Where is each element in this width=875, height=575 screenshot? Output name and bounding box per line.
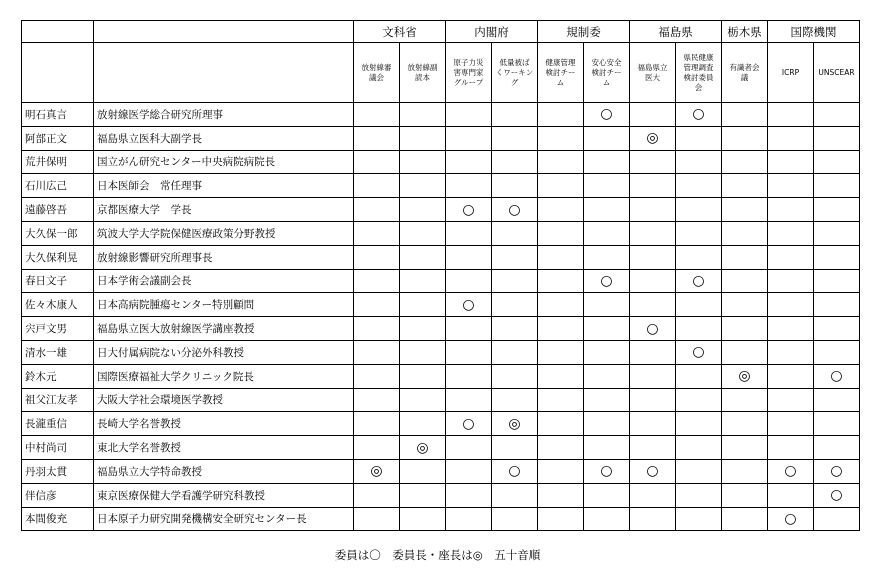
membership-mark [722,245,768,269]
membership-mark [676,507,722,531]
member-name: 本間俊充 [22,507,94,531]
membership-mark [630,245,676,269]
membership-mark [814,103,860,127]
group-header: 栃木県 [722,21,768,43]
membership-mark [768,412,814,436]
table-row [22,436,860,460]
column-header: 低量被ば くワーキン グ [492,43,538,103]
membership-mark: ◎ [492,412,538,436]
membership-mark [768,388,814,412]
membership-mark [814,174,860,198]
membership-mark: ◎ [400,436,446,460]
membership-mark [814,507,860,531]
membership-mark [354,412,400,436]
table-row [22,412,860,436]
member-name: 伴信彦 [22,483,94,507]
membership-mark [446,340,492,364]
membership-mark [538,103,584,127]
membership-mark [492,388,538,412]
membership-mark [768,293,814,317]
member-title: 国立がん研究センター中央病院病院長 [94,150,354,174]
membership-mark [584,388,630,412]
membership-mark [446,126,492,150]
membership-mark [814,198,860,222]
membership-mark [538,388,584,412]
membership-mark [446,507,492,531]
membership-mark [676,198,722,222]
membership-mark [492,126,538,150]
membership-mark [676,412,722,436]
membership-mark [492,103,538,127]
membership-mark [354,436,400,460]
group-header: 国際機関 [768,21,860,43]
membership-mark [676,483,722,507]
membership-mark [768,126,814,150]
membership-mark [400,459,446,483]
membership-mark [676,436,722,460]
membership-mark [446,459,492,483]
membership-mark: ○ [676,269,722,293]
member-title: 日本高病院腫瘍センター特別顧問 [94,293,354,317]
legend-caption: 委員は〇 委員長・座長は◎ 五十音順 [334,548,541,562]
membership-mark [814,221,860,245]
membership-mark [814,388,860,412]
membership-mark: ◎ [354,459,400,483]
membership-mark [354,126,400,150]
blank-header-cell [22,43,94,103]
table-row [22,507,860,531]
membership-mark [676,245,722,269]
membership-mark [354,174,400,198]
membership-mark [538,317,584,341]
membership-mark [676,293,722,317]
membership-mark [584,483,630,507]
membership-mark [630,221,676,245]
membership-mark: ○ [446,412,492,436]
table-row [22,245,860,269]
membership-mark [584,245,630,269]
membership-mark [676,126,722,150]
membership-mark [354,293,400,317]
member-name: 佐々木康人 [22,293,94,317]
member-name: 中村尚司 [22,436,94,460]
membership-mark [630,340,676,364]
membership-mark [584,436,630,460]
membership-mark [400,507,446,531]
member-title: 国際医療福祉大学クリニック院長 [94,364,354,388]
table-row [22,103,860,127]
membership-mark: ○ [630,317,676,341]
membership-mark [400,198,446,222]
member-name: 遠藤啓吾 [22,198,94,222]
membership-mark: ○ [814,364,860,388]
membership-mark [768,198,814,222]
membership-mark [354,340,400,364]
column-header: 福島県立 医大 [630,43,676,103]
membership-mark [814,436,860,460]
member-title: 福島県立医科大副学長 [94,126,354,150]
member-name: 長瀧重信 [22,412,94,436]
membership-mark [492,150,538,174]
membership-mark [768,269,814,293]
membership-mark: ○ [814,483,860,507]
table-row [22,150,860,174]
column-header: 放射線審 議会 [354,43,400,103]
membership-mark [676,388,722,412]
table-row [22,340,860,364]
committee-membership-table [21,20,860,531]
membership-mark [722,150,768,174]
membership-mark [492,436,538,460]
membership-mark [492,174,538,198]
membership-mark [814,412,860,436]
member-name: 大久保利晃 [22,245,94,269]
membership-mark [354,198,400,222]
membership-mark [400,483,446,507]
membership-mark [722,388,768,412]
membership-mark [630,436,676,460]
member-title: 京都医療大学 学長 [94,198,354,222]
blank-header-cell [94,43,354,103]
group-header: 規制委 [538,21,630,43]
membership-mark [584,126,630,150]
membership-mark [400,388,446,412]
membership-mark [354,364,400,388]
membership-mark [630,150,676,174]
membership-mark [584,340,630,364]
membership-mark [722,103,768,127]
table-row [22,269,860,293]
membership-mark [768,103,814,127]
membership-mark: ○ [584,269,630,293]
column-header: 放射線副 読本 [400,43,446,103]
membership-mark [814,269,860,293]
membership-mark [630,507,676,531]
member-title: 日大付属病院ない分泌外科教授 [94,340,354,364]
membership-mark [446,221,492,245]
membership-mark [814,293,860,317]
membership-mark [446,245,492,269]
membership-mark [446,483,492,507]
membership-mark [814,150,860,174]
membership-mark [722,269,768,293]
membership-mark [354,150,400,174]
column-header: 安心安全 検討チー ム [584,43,630,103]
membership-mark [768,174,814,198]
membership-mark [630,174,676,198]
member-title: 福島県立大学特命教授 [94,459,354,483]
membership-mark [722,198,768,222]
membership-mark [400,221,446,245]
membership-mark [538,245,584,269]
member-title: 東京医療保健大学看護学研究科教授 [94,483,354,507]
membership-mark [400,364,446,388]
membership-mark [630,364,676,388]
membership-mark [354,388,400,412]
membership-mark [630,412,676,436]
membership-mark [354,269,400,293]
membership-mark: ○ [630,459,676,483]
membership-mark [400,412,446,436]
membership-mark [446,174,492,198]
membership-mark [492,364,538,388]
membership-mark [354,245,400,269]
membership-mark [538,459,584,483]
membership-mark [354,507,400,531]
membership-mark [492,269,538,293]
membership-mark [538,507,584,531]
membership-mark [768,340,814,364]
membership-mark [400,269,446,293]
membership-mark [400,340,446,364]
member-name: 祖父江友孝 [22,388,94,412]
membership-mark [446,103,492,127]
membership-mark [630,103,676,127]
membership-mark [584,221,630,245]
membership-mark [722,340,768,364]
corner-cell-title [94,21,354,43]
membership-mark [722,507,768,531]
membership-mark: ○ [814,459,860,483]
membership-mark: ○ [446,293,492,317]
membership-mark [722,436,768,460]
membership-mark [722,483,768,507]
membership-mark [722,412,768,436]
table-row [22,293,860,317]
membership-mark [722,126,768,150]
group-header: 文科省 [354,21,446,43]
column-header: 有識者会 議 [722,43,768,103]
membership-mark [630,388,676,412]
member-title: 筑波大学大学院保健医療政策分野教授 [94,221,354,245]
membership-mark [768,150,814,174]
member-title: 福島県立医大放射線医学講座教授 [94,317,354,341]
table-row [22,483,860,507]
membership-mark [354,483,400,507]
membership-mark [400,103,446,127]
membership-mark: ○ [768,459,814,483]
membership-mark [584,174,630,198]
membership-mark [538,126,584,150]
membership-mark [446,317,492,341]
membership-mark [538,436,584,460]
membership-mark [538,364,584,388]
membership-mark [492,507,538,531]
member-title: 放射線影響研究所理事長 [94,245,354,269]
membership-mark: ○ [768,507,814,531]
membership-mark [722,174,768,198]
member-name: 春日文子 [22,269,94,293]
membership-mark [400,245,446,269]
membership-mark [538,174,584,198]
membership-mark: ◎ [722,364,768,388]
membership-mark [630,483,676,507]
membership-mark [538,293,584,317]
membership-mark [584,412,630,436]
membership-mark [584,364,630,388]
column-header: 原子力災 害専門家 グループ [446,43,492,103]
table-row [22,126,860,150]
membership-mark [814,340,860,364]
membership-mark [722,293,768,317]
member-title: 東北大学名誉教授 [94,436,354,460]
membership-mark [446,150,492,174]
membership-mark [584,317,630,341]
membership-mark [538,150,584,174]
membership-mark [446,436,492,460]
membership-mark [538,221,584,245]
membership-mark: ○ [492,459,538,483]
group-header-row [22,21,860,43]
membership-mark: ○ [676,340,722,364]
membership-mark [768,436,814,460]
member-name: 阿部正文 [22,126,94,150]
membership-mark [630,293,676,317]
membership-mark [768,221,814,245]
membership-mark [676,317,722,341]
member-name: 石川広己 [22,174,94,198]
membership-mark [630,269,676,293]
membership-mark [492,293,538,317]
group-header: 福島県 [630,21,722,43]
member-name: 丹羽太貫 [22,459,94,483]
membership-mark: ◎ [630,126,676,150]
membership-mark [768,483,814,507]
membership-mark [400,174,446,198]
corner-cell-name [22,21,94,43]
membership-mark [538,269,584,293]
table-row [22,364,860,388]
membership-mark: ○ [492,198,538,222]
membership-mark [538,483,584,507]
membership-mark [722,317,768,341]
member-name: 明石真言 [22,103,94,127]
membership-mark [400,150,446,174]
member-title: 日本原子力研究開発機構安全研究センター長 [94,507,354,531]
membership-mark: ○ [446,198,492,222]
membership-mark: ○ [584,103,630,127]
member-name: 荒井保明 [22,150,94,174]
membership-mark [446,388,492,412]
membership-mark [814,317,860,341]
member-title: 大阪大学社会環境医学教授 [94,388,354,412]
membership-mark [814,126,860,150]
membership-mark [400,293,446,317]
column-header: 健康管理 検討チー ム [538,43,584,103]
membership-mark [400,126,446,150]
membership-mark [630,198,676,222]
membership-mark [446,364,492,388]
membership-mark [354,317,400,341]
membership-mark [584,198,630,222]
table-row [22,388,860,412]
membership-mark [492,221,538,245]
member-title: 放射線医学総合研究所理事 [94,103,354,127]
table-row [22,198,860,222]
column-header: 県民健康 管理調査 検討委員 会 [676,43,722,103]
membership-mark [584,507,630,531]
membership-mark [584,293,630,317]
membership-mark [722,459,768,483]
membership-mark [768,245,814,269]
membership-mark [354,221,400,245]
column-header: UNSCEAR [814,43,860,103]
table-row [22,174,860,198]
membership-mark [768,317,814,341]
membership-mark [676,174,722,198]
membership-mark [400,317,446,341]
membership-mark [492,245,538,269]
membership-mark [676,459,722,483]
membership-mark [538,412,584,436]
membership-mark [492,483,538,507]
group-header: 内閣府 [446,21,538,43]
membership-mark [446,269,492,293]
member-name: 宍戸文男 [22,317,94,341]
membership-mark [492,317,538,341]
column-header-row [22,43,860,103]
membership-mark [538,198,584,222]
member-name: 鈴木元 [22,364,94,388]
membership-mark [676,221,722,245]
column-header: ICRP [768,43,814,103]
membership-mark [676,150,722,174]
member-title: 日本学術会議副会長 [94,269,354,293]
table-row [22,221,860,245]
membership-mark: ○ [676,103,722,127]
membership-mark [814,245,860,269]
table-row [22,459,860,483]
membership-mark [538,340,584,364]
membership-mark [722,221,768,245]
member-name: 清水一雄 [22,340,94,364]
membership-mark [354,103,400,127]
membership-mark [768,364,814,388]
member-title: 長崎大学名誉教授 [94,412,354,436]
member-title: 日本医師会 常任理事 [94,174,354,198]
table-row [22,317,860,341]
membership-mark [492,340,538,364]
membership-mark: ○ [584,459,630,483]
membership-mark [676,364,722,388]
membership-mark [584,150,630,174]
member-name: 大久保一郎 [22,221,94,245]
